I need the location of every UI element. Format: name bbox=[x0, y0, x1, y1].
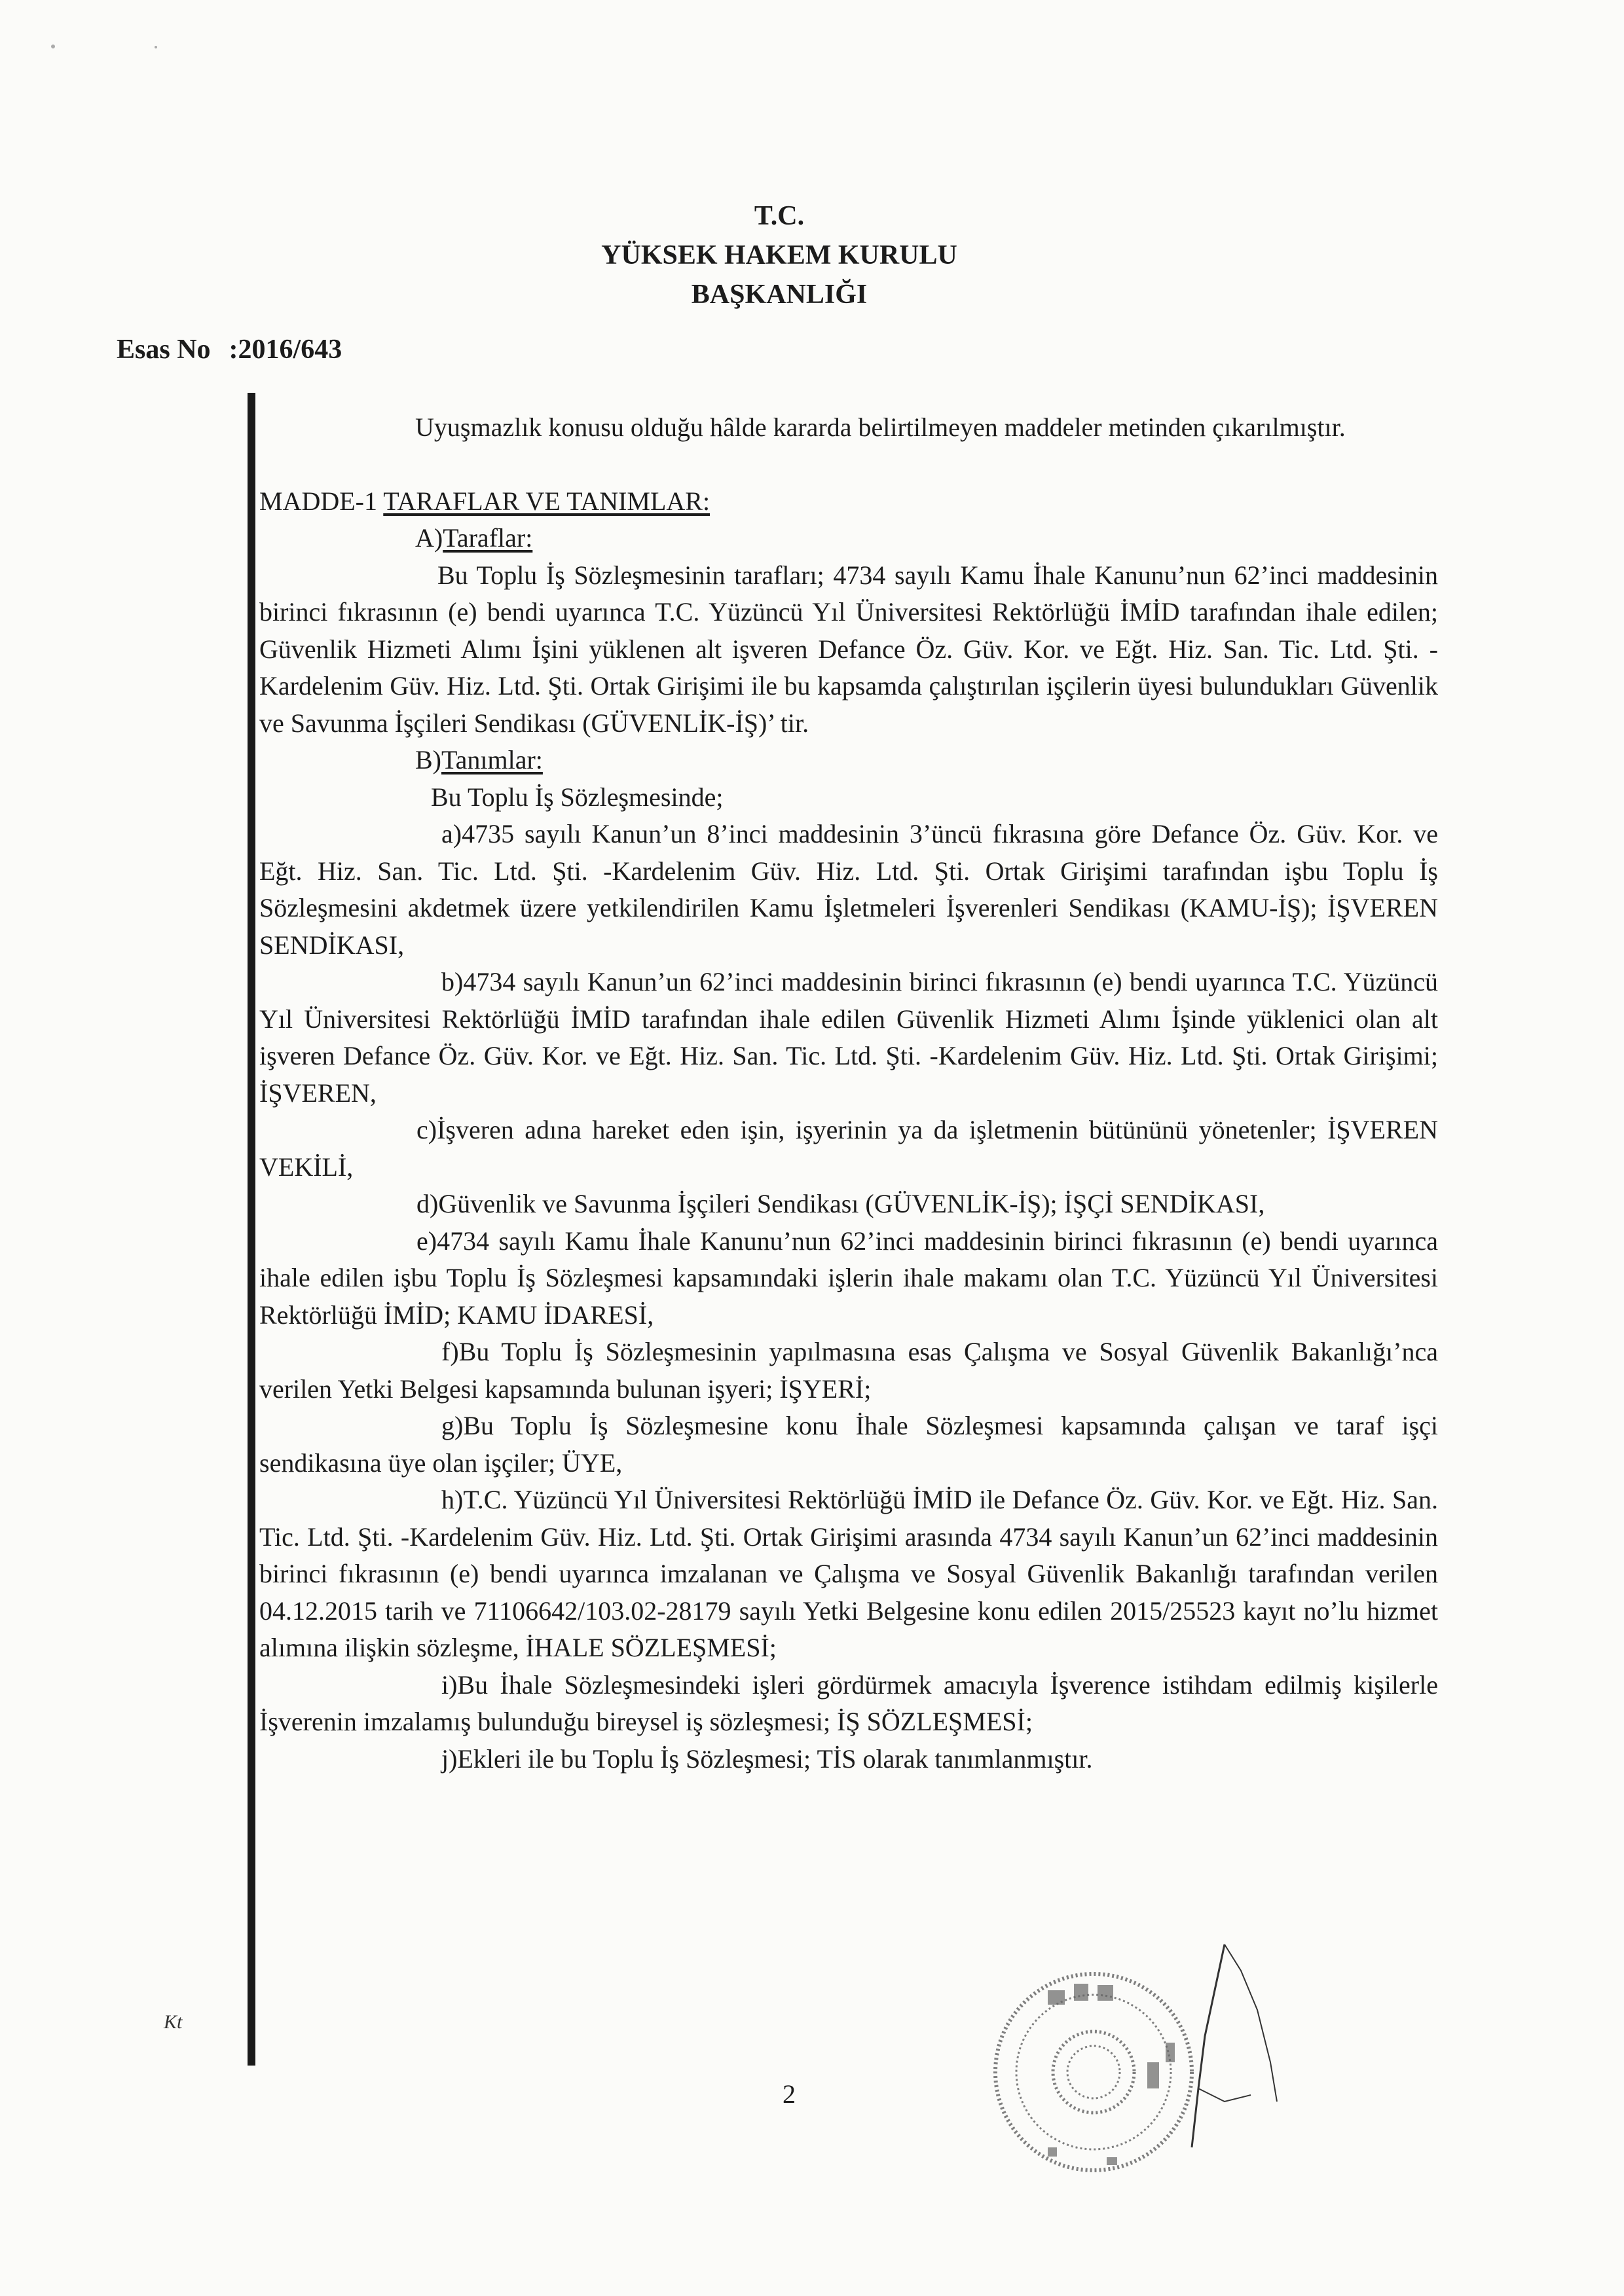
section-a-prefix: A) bbox=[415, 523, 443, 553]
case-number-value: :2016/643 bbox=[229, 335, 342, 365]
definition-c: c)İşveren adına hareket eden işin, işyerinin ya da işletmenin bütününü yönetenler; İŞVEREN VEKİLİ, bbox=[259, 1115, 1438, 1182]
section-a-heading bbox=[259, 520, 1438, 557]
definition-h: h)T.C. Yüzüncü Yıl Üniversitesi Rektörlüğü İMİD ile Defance Öz. Güv. Kor. ve Eğt. Hiz. San. Tic. Ltd. Şti. -Kardelenim Güv. Hiz. Ltd. Şti. Ortak Girişimi arasında 4734 sayılı Kanun’un 62’inci maddesinin birinci fıkrasının (e) bendi uyarınca imzalanan ve Çalışma ve Sosyal Güvenlik Bakanlığı tarafından verilen 04.12.2015 tarih ve 71106642/103.02-28179 sayılı Yetki Belgesine konu edilen 2015/25523 kayıt no’lu hizmet alımına ilişkin sözleşme, İHALE SÖZLEŞMESİ; bbox=[259, 1485, 1438, 1662]
intro-paragraph: Uyuşmazlık konusu olduğu hâlde kararda belirtilmeyen maddeler metinden çıkarılmıştır. bbox=[415, 412, 1346, 442]
definition-g: g)Bu Toplu İş Sözleşmesine konu İhale Sözleşmesi kapsamında çalışan ve taraf işçi sendikasına üye olan işçiler; ÜYE, bbox=[259, 1411, 1438, 1478]
definition-i: i)Bu İhale Sözleşmesindeki işleri gördürmek amacıyla İşverence istihdam edilmiş kişilerle İşverenin imzalamış bulunduğu bireysel iş sözleşmesi; İŞ SÖZLEŞMESİ; bbox=[259, 1669, 1438, 1736]
article-title: TARAFLAR VE TANIMLAR: bbox=[383, 486, 710, 516]
document-body bbox=[259, 409, 1438, 1777]
handwritten-initials: Kt bbox=[164, 2011, 183, 2033]
definition-d: d)Güvenlik ve Savunma İşçileri Sendikası (GÜVENLİK-İŞ); İŞÇİ SENDİKASI, bbox=[416, 1189, 1265, 1218]
official-seal-stamp bbox=[950, 1931, 1290, 2206]
section-b-lead: Bu Toplu İş Sözleşmesinde; bbox=[431, 782, 724, 812]
margin-bar bbox=[248, 393, 255, 2066]
section-b-prefix: B) bbox=[415, 745, 441, 774]
document-header: T.C. YÜKSEK HAKEM KURULU BAŞKANLIĞI bbox=[601, 201, 957, 310]
article-heading bbox=[259, 483, 1438, 520]
case-number bbox=[117, 334, 342, 365]
definition-j: j)Ekleri ile bu Toplu İş Sözleşmesi; TİS olarak tanımlanmıştır. bbox=[441, 1743, 1093, 1774]
scan-speck bbox=[51, 45, 55, 48]
section-b-title: Tanımlar: bbox=[441, 745, 543, 774]
definition-e: e)4734 sayılı Kamu İhale Kanunu’nun 62’inci maddesinin birinci fıkrasının (e) bendi uyarınca ihale edilen işbu Toplu İş Sözleşmesi kapsamındaki işlerin ihale makamı olan T.C. Yüzüncü Yıl Üniversitesi Rektörlüğü İMİD; KAMU İDARESİ, bbox=[259, 1226, 1438, 1330]
article-prefix: MADDE-1 bbox=[259, 486, 384, 516]
case-number-label: Esas No bbox=[117, 335, 211, 365]
scan-speck bbox=[155, 46, 157, 48]
section-a-title: Taraflar: bbox=[443, 523, 533, 553]
definition-f: f)Bu Toplu İş Sözleşmesinin yapılmasına esas Çalışma ve Sosyal Güvenlik Bakanlığı’nca verilen Yetki Belgesi kapsamında bulunan işyeri; İŞYERİ; bbox=[259, 1337, 1438, 1404]
definition-b: b)4734 sayılı Kanun’un 62’inci maddesinin birinci fıkrasının (e) bendi uyarınca T.C. Yüzüncü Yıl Üniversitesi Rektörlüğü İMİD tarafından ihale edilen Güvenlik Hizmeti Alımı İşinde yüklenici olan alt işveren Defance Öz. Güv. Kor. ve Eğt. Hiz. San. Tic. Ltd. Şti. -Kardelenim Güv. Hiz. Ltd. Şti. Ortak Girişimi; İŞVEREN, bbox=[259, 967, 1438, 1108]
section-b-heading bbox=[259, 742, 1438, 779]
definition-a: a)4735 sayılı Kanun’un 8’inci maddesinin 3’üncü fıkrasına göre Defance Öz. Güv. Kor. ve Eğt. Hiz. San. Tic. Ltd. Şti. -Kardelenim Güv. Hiz. Ltd. Şti. Ortak Girişimi tarafından işbu Toplu İş Sözleşmesini akdetmek üzere yetkilendirilen Kamu İşletmeleri İşverenleri Sendikası (KAMU-İŞ); İŞVEREN SENDİKASI, bbox=[259, 819, 1438, 960]
section-a-text: Bu Toplu İş Sözleşmesinin tarafları; 4734 sayılı Kamu İhale Kanunu’nun 62’inci maddesinin birinci fıkrasının (e) bendi uyarınca T.C. Yüzüncü Yıl Üniversitesi Rektörlüğü İMİD tarafından ihale edilen; Güvenlik Hizmeti Alımı İşini yüklenen alt işveren Defance Öz. Güv. Kor. ve Eğt. Hiz. San. Tic. Ltd. Şti. -Kardelenim Güv. Hiz. Ltd. Şti. Ortak Girişimi ile bu kapsamda çalıştırılan işçilerin üyesi bulundukları Güvenlik ve Savunma İşçileri Sendikası (GÜVENLİK-İŞ)’ tir. bbox=[259, 560, 1438, 738]
page-number: 2 bbox=[783, 2079, 796, 2109]
